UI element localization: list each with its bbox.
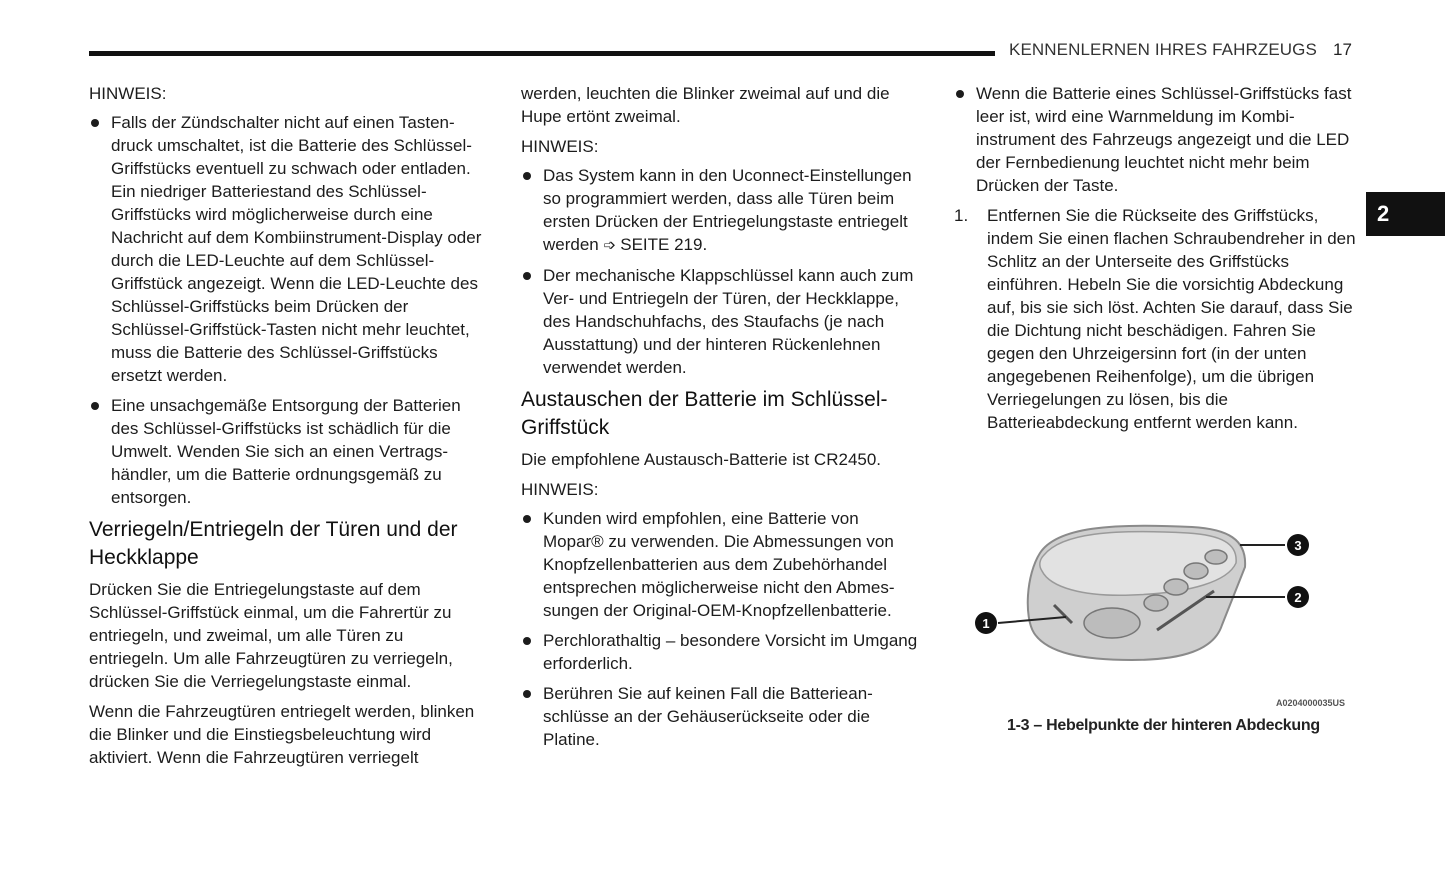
bullet-icon [523,272,531,280]
section-heading-lock-unlock: Verriegeln/Entriegeln der Türen und der Heckklappe [89,518,458,569]
callout-number-2: 2 [1294,590,1302,605]
numbered-step [954,204,1356,434]
step-text: Entfernen Sie die Rückseite des Griffstücks, indem Sie einen flachen Schraubendreher in den Schlitz an der Unterseite des Griffstücks einführen. Hebeln Sie die vorsichtig Abdeckung auf, bis sie sich löst. Achten Sie darauf, dass Sie die Dichtung nicht beschädigen. Fahren Sie gegen den Uhrzeigersinn fort (in der unten angegebenen Reihenfolge), um die übrigen Verriegelungen zu lösen, bis die Batterieabdeckung entfernt werden kann. [987,206,1356,432]
paragraph-continuation: werden, leuchten die Blinker zweimal auf und die Hupe ertönt zweimal. [521,84,890,126]
column-1 [89,82,484,776]
fob-button [1164,579,1188,595]
section-heading-battery-replacement: Austauschen der Batterie im Schlüssel-Griffstück [521,388,888,439]
bullet-item [89,111,484,387]
bullet-icon [523,637,531,645]
bullet-text: Kunden wird empfohlen, eine Batterie von Mopar® zu verwenden. Die Abmessungen von Knopfzellenbatterien aus dem Zubehörhandel entsprechen möglicherweise nicht den Abmessungen der Original-OEM-Knopfzellenbatterie. [543,509,895,620]
running-header-title: KENNENLERNEN IHRES FAHRZEUGS [1009,40,1317,59]
callout-number-1: 1 [982,616,990,631]
fob-button [1184,563,1208,579]
bullet-text: Falls der Zündschalter nicht auf einen Tastendruck umschaltet, ist die Batterie des Schlüssel-Griffstücks eventuell zu schwach oder entladen. Ein niedriger Batteriestand des Schlüssel-Griffstücks wird möglicherweise durch eine Nachricht auf dem Kombiinstrument-Display oder durch die LED-Leuchte auf dem Schlüssel-Griffstück angezeigt. Wenn die LED-Leuchte des Schlüssel-Griffstücks beim Drücken der Schlüssel-Griffstück-Tasten nicht mehr leuchtet, muss die Batterie des Schlüssel-Griffstücks ersetzt werden. [111,113,482,385]
page-number: 17 [1333,40,1352,59]
fob-button [1205,550,1227,564]
bullet-item [89,394,484,509]
note-label: HINWEIS: [521,480,599,499]
bullet-icon [523,690,531,698]
header-rule [89,51,995,56]
callout-number-3: 3 [1294,538,1302,553]
column-2 [521,82,923,758]
paragraph: Wenn die Fahrzeugtüren entriegelt werden, blinken die Blinker und die Einstiegsbeleuchtung wird aktiviert. Wenn die Fahrzeugtüren verriegelt [89,702,475,767]
figure-code: A0204000035US [1276,698,1346,708]
bullet-icon [523,515,531,523]
bullet-item [521,164,923,257]
bullet-icon [956,90,964,98]
bullet-item [521,507,923,622]
fob-key-ring-end [1084,608,1140,638]
fob-button [1144,595,1168,611]
page-reference-arrow-icon: ➩ [603,237,621,254]
key-fob-figure [962,505,1362,715]
bullet-text: Wenn die Batterie eines Schlüssel-Griffstücks fast leer ist, wird eine Warnmeldung im Kombiinstrument des Fahrzeugs angezeigt und die LED der Fernbedienung leuchtet nicht mehr beim Drücken der Taste. [976,84,1352,195]
paragraph: Die empfohlene Austausch-Batterie ist CR2450. [521,450,882,469]
note-label: HINWEIS: [89,84,167,103]
bullet-text: Der mechanische Klappschlüssel kann auch zum Ver- und Entriegeln der Türen, der Heckklappe, des Handschuhfachs, des Staufachs (je nach Ausstattung) und der hinteren Rückenlehnen verwendet werden. [543,266,914,377]
bullet-text: Das System kann in den Uconnect-Einstellungen so programmiert werden, dass alle Türen beim ersten Drücken der Entriegelungstaste entriegelt werden [543,166,912,254]
bullet-item [954,82,1356,197]
bullet-text: Perchlorathaltig – besondere Vorsicht im Umgang erforderlich. [543,631,918,673]
bullet-item [521,264,923,379]
chapter-tab[interactable]: 2 [1366,192,1445,236]
bullet-item [521,629,923,675]
paragraph: Drücken Sie die Entriegelungstaste auf dem Schlüssel-Griffstück einmal, um die Fahrertür zu entriegeln, und zweimal, um alle Türen zu entriegeln. Um alle Fahrzeugtüren zu verriegeln, drücken Sie die Verriegelungstaste einmal. [89,580,453,691]
step-number: 1. [954,206,969,225]
bullet-icon [523,172,531,180]
bullet-icon [91,402,99,410]
bullet-icon [91,119,99,127]
column-3 [954,82,1356,441]
page-reference-link[interactable]: SEITE 219. [620,235,708,254]
note-label: HINWEIS: [521,137,599,156]
figure-caption: 1-3 – Hebelpunkte der hinteren Abdeckung [1007,717,1320,734]
bullet-item [521,682,923,751]
bullet-text: Berühren Sie auf keinen Fall die Batterieanschlüsse an der Gehäuserückseite oder die Platine. [543,684,873,749]
bullet-text: Eine unsachgemäße Entsorgung der Batterien des Schlüssel-Griffstücks ist schädlich für die Umwelt. Wenden Sie sich an einen Vertragshändler, um die Batterie ordnungsgemäß zu entsorgen. [111,396,461,507]
